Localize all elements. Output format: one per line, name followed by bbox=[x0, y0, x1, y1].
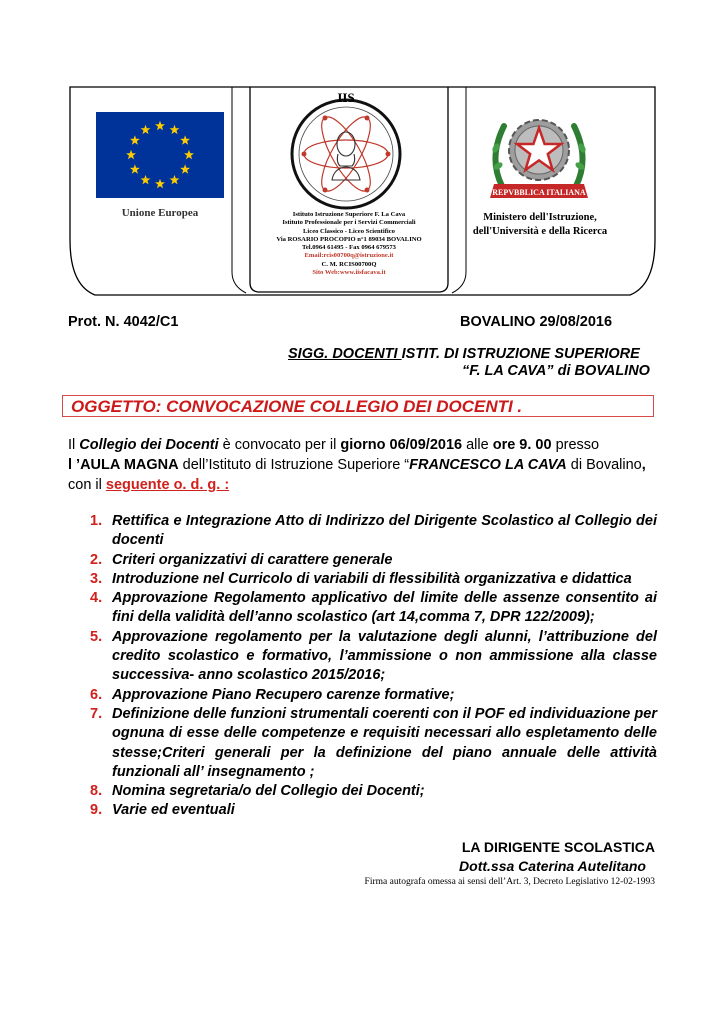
signature-title: LA DIRIGENTE SCOLASTICA bbox=[461, 839, 655, 855]
signature-name: Dott.ssa Caterina Autelitano bbox=[459, 858, 646, 874]
agenda-item bbox=[90, 705, 657, 782]
body-text: presso bbox=[551, 437, 600, 453]
agenda-item bbox=[90, 512, 657, 551]
agenda-number: 1. bbox=[90, 513, 103, 529]
school-info-line: Istituto Professionale per i Servizi Commerciali bbox=[282, 219, 416, 227]
school-info-line: C. M. RCIS00700Q bbox=[321, 260, 377, 268]
agenda-text: Approvazione Piano Recupero carenze formative; bbox=[112, 686, 455, 703]
body-line-2 bbox=[68, 456, 646, 475]
italian-republic-emblem bbox=[484, 108, 594, 208]
agenda-item bbox=[90, 782, 657, 801]
body-line-1 bbox=[68, 436, 599, 455]
agenda-text: Rettifica e Integrazione Atto di Indirizzo del Dirigente Scolastico al Collegio dei docenti bbox=[112, 513, 657, 549]
agenda-number: 5. bbox=[90, 628, 103, 645]
school-info-line: Liceo Classico - Liceo Scientifico bbox=[303, 227, 395, 235]
agenda-text: Approvazione regolamento per la valutazione degli alunni, l’attribuzione del credito scolastico e formativo, l’ammissione o non ammissione alla classe successiva- anno scolastico 2015/2016; bbox=[112, 628, 657, 684]
agenda-text: Approvazione Regolamento applicativo del limite delle assenze consentito ai fini della validità dell’anno scolastico (art 14,comma 7, DPR 122/2009); bbox=[112, 590, 657, 626]
recipients-underlined: SIGG. DOCENTI bbox=[288, 346, 402, 362]
agenda-number: 7. bbox=[90, 705, 103, 722]
school-info-line: Via ROSARIO PROCOPIO n°1 89034 BOVALINO bbox=[276, 235, 422, 243]
agenda-item bbox=[90, 801, 657, 820]
meeting-time: ore 9. 00 bbox=[492, 437, 552, 453]
agenda-item bbox=[90, 551, 657, 570]
school-logo-text: IIS bbox=[337, 90, 355, 105]
body-text: di Bovalino bbox=[566, 457, 642, 473]
agenda-text: Nomina segretaria/o del Collegio dei Docenti; bbox=[112, 783, 425, 800]
recipients-line-2: “F. LA CAVA” di BOVALINO bbox=[462, 363, 650, 379]
ministry-line: Ministero dell'Istruzione, bbox=[483, 212, 597, 223]
school-logo bbox=[280, 88, 412, 212]
place-date: BOVALINO 29/08/2016 bbox=[460, 314, 613, 330]
agenda-text: Definizione delle funzioni strumentali coerenti con il POF ed individuazione per ognuna di esse delle competenze e requisiti necessari allo espletamento delle stesse;Criteri generali per la definizione del piano annuale delle attività funzionali all’ insegnamento ; bbox=[112, 705, 657, 780]
meeting-date: giorno 06/09/2016 bbox=[340, 437, 463, 453]
collegio-docenti: Collegio dei Docenti bbox=[79, 437, 219, 453]
ministry-caption bbox=[455, 211, 625, 239]
agenda-label: seguente o. d. g. : bbox=[105, 477, 230, 493]
body-text: Il bbox=[68, 437, 80, 453]
agenda-item bbox=[90, 570, 657, 589]
meeting-location: l ’AULA MAGNA bbox=[68, 457, 179, 473]
protocol-number: Prot. N. 4042/C1 bbox=[68, 314, 179, 330]
agenda-number: 6. bbox=[90, 686, 103, 703]
recipients-rest: ISTIT. DI ISTRUZIONE SUPERIORE bbox=[401, 346, 640, 362]
body-text: è convocato per il bbox=[218, 437, 341, 453]
eu-caption: Unione Europea bbox=[121, 207, 199, 219]
agenda-item bbox=[90, 628, 657, 686]
agenda-number: 9. bbox=[90, 802, 103, 819]
body-text: con il bbox=[68, 477, 106, 493]
agenda-text: Introduzione nel Curricolo di variabili di flessibilità organizzativa e didattica bbox=[112, 570, 632, 587]
agenda-list bbox=[90, 512, 657, 821]
agenda-number: 3. bbox=[90, 570, 103, 587]
agenda-text: Criteri organizzativi di carattere generale bbox=[112, 551, 393, 568]
body-text: , bbox=[641, 457, 646, 473]
school-info-block bbox=[250, 211, 448, 277]
agenda-item bbox=[90, 589, 657, 628]
agenda-number: 2. bbox=[90, 551, 103, 568]
body-text: dell’Istituto di Istruzione Superiore “ bbox=[178, 457, 410, 473]
agenda-number: 4. bbox=[90, 590, 103, 607]
signature-note: Firma autografa omessa ai sensi dell’Art. 3, Decreto Legislativo 12-02-1993 bbox=[364, 877, 655, 887]
ministry-line: dell'Università e della Ricerca bbox=[472, 226, 608, 237]
agenda-number: 8. bbox=[90, 783, 103, 800]
subject-box bbox=[62, 395, 654, 417]
body-text: alle bbox=[462, 437, 493, 453]
emblem-ribbon-text: REPVBBLICA ITALIANA bbox=[492, 188, 586, 197]
subject-text: OGGETTO: CONVOCAZIONE COLLEGIO DEI DOCENTI . bbox=[71, 397, 523, 416]
school-info-line: Tel.0964 61495 - Fax 0964 679573 bbox=[302, 244, 396, 252]
school-name: FRANCESCO LA CAVA bbox=[409, 457, 567, 473]
school-info-line: Istituto Istruzione Superiore F. La Cava bbox=[292, 211, 406, 218]
body-line-3 bbox=[68, 476, 229, 495]
eu-flag-logo bbox=[96, 112, 224, 198]
agenda-text: Varie ed eventuali bbox=[112, 802, 235, 819]
agenda-item bbox=[90, 686, 657, 705]
school-email[interactable]: Email:rcis00700q@istruzione.it bbox=[304, 252, 394, 260]
school-website[interactable]: Sito Web:www.iisfacava.it bbox=[312, 269, 386, 277]
